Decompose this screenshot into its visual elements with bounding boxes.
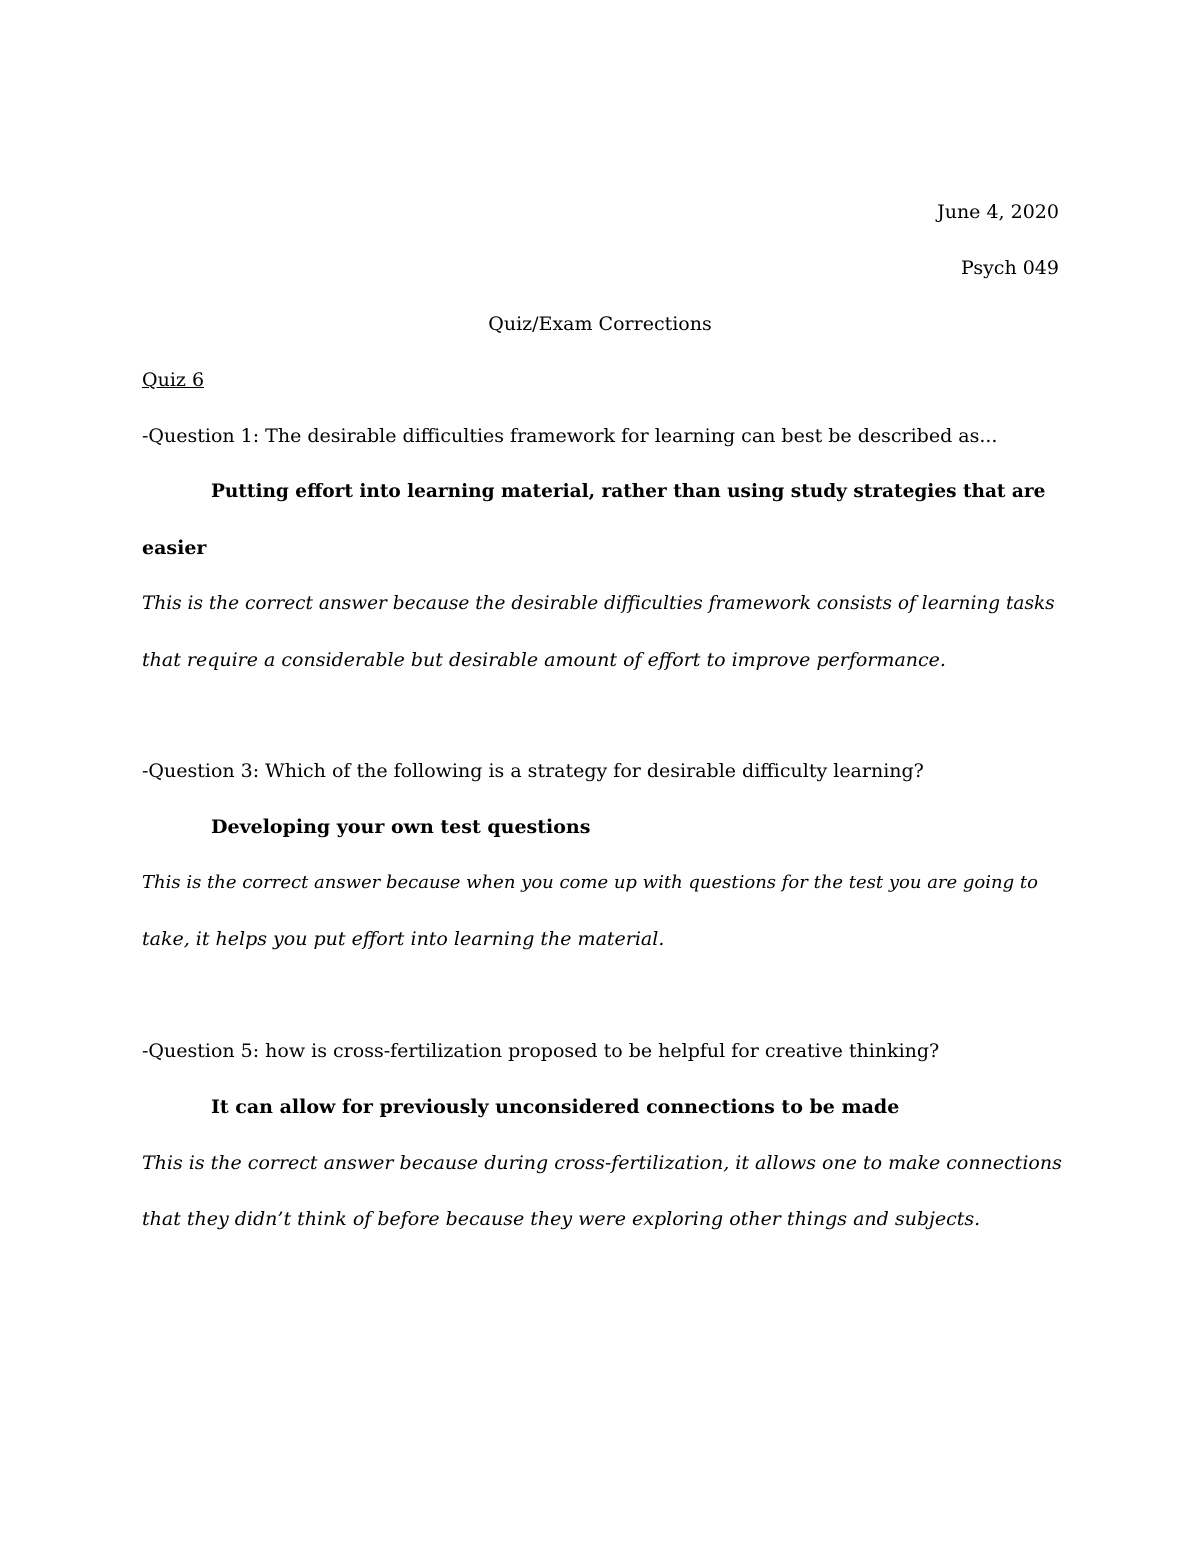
question-1-explanation: This is the correct answer because the desirable difficulties framework consists of learning tasks <box>142 593 1055 614</box>
page-title: Quiz/Exam Corrections <box>488 313 712 335</box>
question-3-explanation-continued: take, it helps you put effort into learning the material. <box>142 928 665 950</box>
question-3-prompt: -Question 3: Which of the following is a strategy for desirable difficulty learning? <box>142 760 924 782</box>
question-5-explanation-continued: that they didn’t think of before because they were exploring other things and subjects. <box>142 1208 981 1230</box>
question-3-answer: Developing your own test questions <box>211 816 591 838</box>
question-1-prompt: -Question 1: The desirable difficulties framework for learning can best be described as... <box>142 425 998 447</box>
question-3-explanation: This is the correct answer because when you come up with questions for the test you are going to <box>142 872 1038 893</box>
question-1-answer-continued: easier <box>142 537 207 559</box>
header-date: June 4, 2020 <box>937 201 1059 223</box>
question-1-explanation-continued: that require a considerable but desirable amount of effort to improve performance. <box>142 649 946 671</box>
question-5-answer: It can allow for previously unconsidered connections to be made <box>211 1096 900 1118</box>
question-1-answer: Putting effort into learning material, rather than using study strategies that are <box>211 481 1046 502</box>
question-5-explanation: This is the correct answer because during cross-fertilization, it allows one to make connections <box>142 1152 1062 1174</box>
section-label: Quiz 6 <box>142 369 205 391</box>
question-5-prompt: -Question 5: how is cross-fertilization proposed to be helpful for creative thinking? <box>142 1040 940 1062</box>
header-course: Psych 049 <box>961 257 1059 279</box>
